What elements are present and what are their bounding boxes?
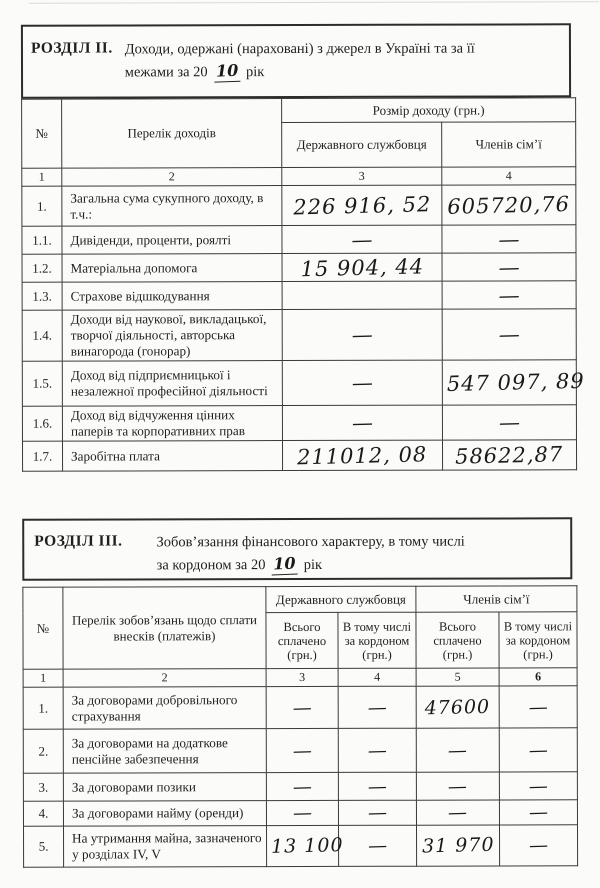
handwritten-value: 605720,76: [447, 191, 571, 219]
value-family-total: [416, 772, 499, 800]
handwritten-dash: —: [497, 322, 521, 347]
handwritten-dash: —: [497, 226, 521, 252]
col-header-obligations-list: Перелік зобов’язань щодо сплати внесків (платежів): [63, 587, 266, 670]
value-servant-abroad: [338, 800, 416, 825]
value-civil-servant: [282, 405, 442, 440]
column-index-row: [22, 167, 576, 186]
index-cell: 1: [23, 669, 63, 687]
value-family-total: [416, 728, 499, 772]
handwritten-value: 226 916, 52: [292, 191, 432, 219]
value-family-abroad: [499, 800, 577, 825]
handwritten-dash: —: [497, 254, 521, 280]
row-no: 1.6.: [22, 406, 62, 441]
section-2-year-handwritten: 10: [213, 60, 240, 83]
value-civil-servant: [282, 253, 442, 281]
handwritten-value: 31 970: [421, 833, 495, 858]
table-row: [22, 185, 576, 226]
row-label: Доход від відчуження цінних паперів та корпоративних прав: [62, 406, 282, 442]
handwritten-dash: —: [498, 410, 521, 435]
value-family-abroad: [499, 825, 577, 866]
handwritten-dash: —: [350, 322, 374, 348]
row-no: 1.5.: [22, 361, 62, 406]
row-label: Матеріальна допомога: [62, 254, 282, 283]
value-servant-abroad: [338, 825, 416, 866]
section-3-heading-box: [22, 517, 572, 580]
section-3-title-line1: Зобов’язання фінансового характеру, в тому числі: [156, 533, 465, 551]
col-header-civil-servant: Державного службовця: [282, 122, 442, 167]
row-label: Загальна сума сукупного доходу, в т.ч.:: [62, 186, 282, 227]
section-2-title-line1: Доходи, одержані (нараховані) з джерел в Україні та за її: [124, 40, 475, 58]
handwritten-value: 13 100: [270, 834, 344, 858]
handwritten-dash: —: [497, 282, 521, 308]
value-family-total: [416, 686, 499, 728]
section-2-title: [125, 39, 475, 84]
value-family-abroad: [499, 728, 577, 772]
handwritten-dash: —: [447, 774, 469, 798]
value-family: [442, 225, 576, 253]
value-family: [442, 405, 576, 440]
handwritten-dash: —: [292, 775, 313, 798]
row-no: 1.7.: [22, 441, 62, 471]
row-label: Страхове відшкодування: [62, 282, 282, 311]
handwritten-dash: —: [351, 410, 374, 436]
index-cell: 3: [266, 668, 338, 686]
index-cell: 6: [499, 668, 577, 686]
col-header-no: №: [22, 99, 62, 168]
value-servant-total: [266, 728, 338, 772]
section-3-year-handwritten: 10: [271, 553, 298, 576]
section-2-title-line2-post: рік: [245, 64, 265, 81]
handwritten-dash: —: [292, 801, 313, 825]
index-cell: 4: [442, 167, 576, 185]
handwritten-dash: —: [367, 739, 388, 762]
handwritten-dash: —: [528, 801, 549, 824]
col-header-incl-abroad: В тому числі за кордоном (грн.): [338, 612, 416, 668]
value-civil-servant: [282, 185, 442, 225]
index-cell: 2: [62, 168, 282, 187]
value-family-total: [416, 825, 499, 866]
value-family-abroad: [499, 772, 577, 800]
section-2-heading-box: [21, 23, 571, 98]
value-family-total: [416, 800, 499, 825]
section-3-label: РОЗДІЛ III.: [34, 532, 123, 550]
handwritten-value: 547 097, 89: [446, 368, 586, 397]
row-label: Доход від підприємницької і незалежної професійної діяльності: [62, 361, 282, 407]
row-label: Дивіденди, проценти, роялті: [62, 226, 282, 255]
value-family: [442, 309, 576, 360]
income-table-wrap: [21, 97, 586, 471]
col-header-civil-servant-group: Державного службовця: [266, 586, 416, 612]
table-row: [22, 309, 576, 361]
row-label: На утримання майна, зазначеного у розділах IV, V: [64, 826, 267, 868]
table-row: [22, 440, 576, 471]
value-servant-abroad: [338, 686, 416, 728]
row-no: 1.1.: [22, 226, 62, 254]
handwritten-dash: —: [528, 774, 549, 798]
row-label: Заробітна плата: [62, 441, 282, 472]
row-no: 4.: [23, 801, 63, 826]
income-table: [21, 97, 586, 471]
row-label: За договорами на додаткове пенсійне забезпечення: [63, 729, 266, 774]
handwritten-dash: —: [366, 696, 388, 719]
handwritten-dash: —: [447, 738, 469, 762]
row-no: 1.3.: [22, 282, 62, 310]
value-family: [442, 440, 576, 470]
handwritten-dash: —: [367, 775, 388, 798]
obligations-table-wrap: [22, 585, 577, 867]
value-servant-total: [266, 686, 338, 728]
table-row: [23, 772, 577, 801]
value-family: [442, 281, 576, 309]
handwritten-dash: —: [447, 801, 469, 824]
table-row: [24, 825, 578, 867]
row-label: За договорами позики: [63, 773, 266, 802]
index-cell: 3: [282, 167, 442, 185]
section-3-title-line2: [157, 553, 465, 577]
handwritten-value: 58622,87: [455, 441, 564, 469]
col-header-incl-abroad: В тому числі за кордоном (грн.): [499, 612, 577, 668]
handwritten-dash: —: [291, 696, 313, 719]
row-no: 1.: [22, 186, 62, 226]
section-3-title: [156, 532, 464, 577]
table-row: [22, 360, 576, 406]
table-row: [22, 281, 576, 310]
row-label: Доходи від наукової, викладацької, творчої діяльності, авторська винагорода (гонорар): [62, 310, 282, 362]
value-servant-total: [267, 825, 344, 866]
handwritten-value: 15 904, 44: [299, 253, 425, 281]
value-civil-servant: [282, 309, 442, 360]
scan-top-line: [29, 1, 599, 3]
table-row: [22, 225, 576, 254]
col-header-no: №: [23, 587, 63, 669]
handwritten-dash: —: [528, 834, 549, 857]
table-row: [22, 253, 576, 282]
section-3-title-line2-pre: за кордоном за 20: [156, 557, 266, 574]
handwritten-dash: —: [367, 834, 388, 858]
row-label: За договорами найму (оренди): [63, 801, 266, 827]
value-servant-abroad: [338, 728, 416, 772]
handwritten-dash: —: [527, 695, 549, 719]
col-header-income-size-group: Розмір доходу (грн.): [282, 98, 576, 123]
section-3-title-line2-post: рік: [303, 556, 323, 573]
row-no: 1.2.: [22, 254, 62, 282]
row-no: 2.: [23, 729, 63, 773]
index-cell: 1: [22, 168, 62, 186]
handwritten-dash: —: [351, 370, 374, 396]
col-header-income-list: Перелік доходів: [62, 99, 282, 169]
row-no: 3.: [23, 773, 63, 801]
section-2-title-line2-pre: межами за 20: [124, 64, 208, 81]
table-row: [22, 405, 576, 441]
value-family: [442, 185, 576, 225]
value-family-abroad: [499, 686, 577, 728]
column-index-row: [23, 668, 577, 687]
handwritten-dash: —: [292, 739, 313, 762]
handwritten-dash: —: [528, 738, 549, 762]
col-header-total-paid: Всього сплачено (грн.): [266, 612, 338, 668]
col-header-family-members-group: Членів сім’ї: [416, 586, 577, 612]
value-civil-servant: [282, 360, 442, 405]
value-family: [442, 253, 576, 281]
row-no: 1.4.: [22, 310, 62, 361]
handwritten-dash: —: [350, 227, 374, 252]
handwritten-value: 211012, 08: [297, 441, 428, 469]
value-civil-servant: [282, 281, 442, 309]
value-servant-total: [266, 772, 338, 800]
obligations-table: [22, 585, 578, 867]
section-2-label: РОЗДІЛ II.: [30, 39, 113, 57]
index-cell: 5: [416, 668, 499, 686]
section-2-title-line2: [125, 60, 475, 84]
value-civil-servant: [282, 440, 442, 470]
table-row: [23, 800, 577, 826]
index-cell: 2: [63, 669, 266, 688]
table-row: [23, 728, 577, 773]
col-header-family-members: Членів сім’ї: [442, 122, 576, 167]
value-servant-total: [266, 800, 338, 825]
row-no: 5.: [24, 826, 64, 867]
row-label: За договорами добровільного страхування: [63, 687, 266, 730]
value-civil-servant: [282, 225, 442, 253]
col-header-total-paid: Всього сплачено (грн.): [416, 612, 499, 668]
handwritten-dash: —: [367, 801, 388, 825]
value-family: [442, 360, 586, 405]
handwritten-value: 47600: [424, 695, 491, 719]
table-row: [23, 686, 577, 729]
row-no: 1.: [23, 687, 63, 729]
index-cell: 4: [338, 668, 416, 686]
value-servant-abroad: [338, 772, 416, 800]
